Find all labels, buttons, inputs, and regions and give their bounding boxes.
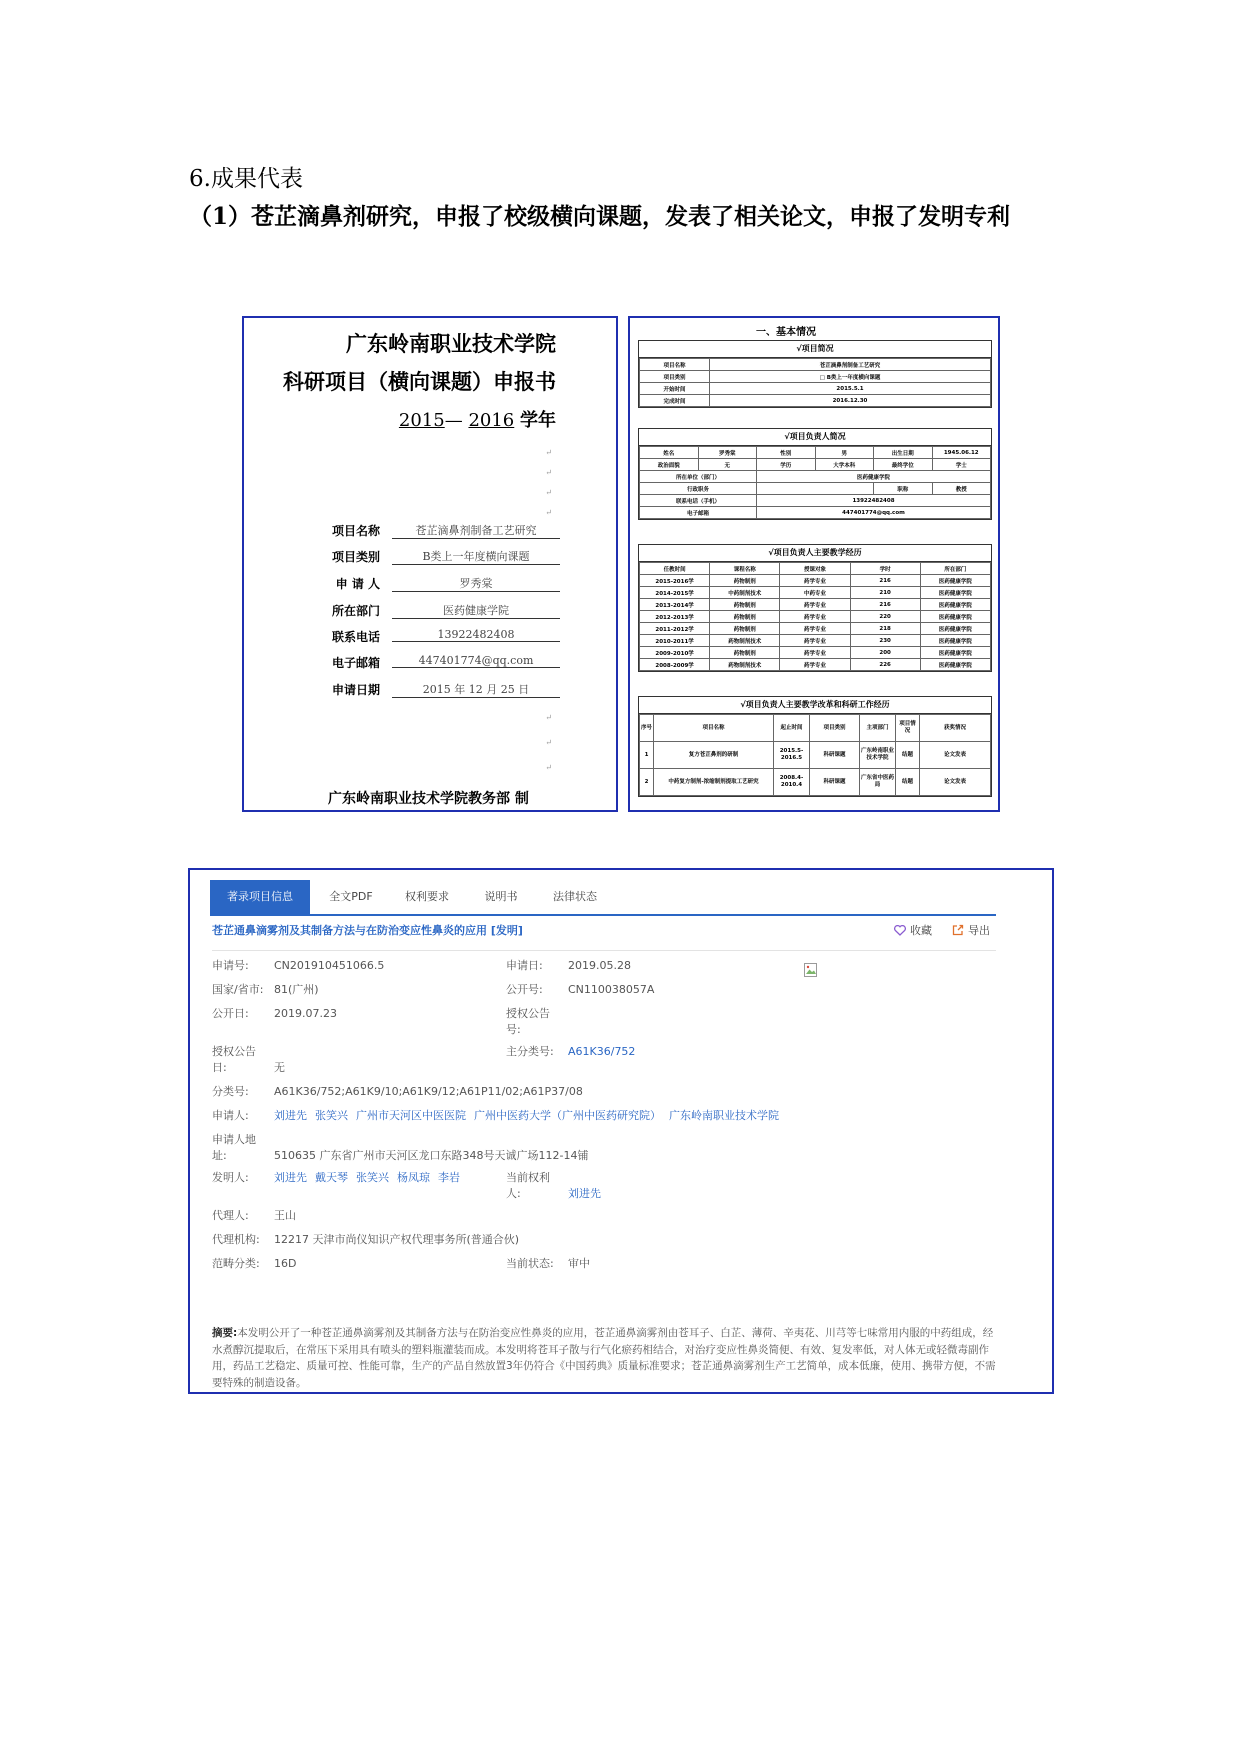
cover-field: 项目名称 苍芷滴鼻剂制备工艺研究 — [244, 522, 620, 542]
inventor-link[interactable]: 戴天琴 — [315, 1171, 348, 1184]
cover-doc-title: 科研项目（横向课题）申报书 — [283, 369, 556, 394]
form-page-image — [628, 316, 1000, 812]
cover-field: 申请日期 2015 年 12 月 25 日 — [244, 681, 620, 701]
cover-field: 申 请 人 罗秀棠 — [244, 575, 620, 595]
form-title: 一、基本情况 — [756, 327, 816, 338]
patent-record-screenshot: 著录项目信息 全文PDF 权利要求 说明书 法律状态 苍芷通鼻滴雾剂及其制备方法与在防治变应性鼻炎的应用 [发明] 收藏 导出 申请号: CN201910451066.5 申请日: 2019.05.28 国家/省市: 81(广州) 公开号: CN110038057A 公开日: 2019.07.23 授权公告号: 授权公告日: 无 主分类号: A61K36/752 分类号: A61K36/752;A61K9/10;A61K9/12;A61P11/02;A61P37/08 申请人: 刘进先 张笑兴 广州市天河区中医医院 广州中医药大学（广州中医药研究院） 广东岭南职业技术学院 申请人地址: 510635 广东省广州市天河区龙口东路348号天诚广场112-14铺 发明人: 刘进先 戴天琴 张笑兴 杨凤琼 李岩 当前权利人: 刘进先 代理人: 王山 代理机构: 12217 天津市尚仪知识产权代理事务所(普通合伙) 范畴分类: 16D 当前状态: 审中 摘要:本发明公开了一种苍芷通鼻滴雾剂及其制备方法与在防治变应性鼻炎的应用，苍芷通鼻滴雾剂由苍耳子、白芷、薄荷、辛夷花、川芎等七味常用内服的中药组成，经水煮醇沉提取后，在常压下采用具有喷头的塑料瓶灌装而成。本发明将苍耳子散与行气化瘀药相结合，对治疗变应性鼻炎简便、有效、复发率低，对人体无或轻微毒副作用，药品工艺稳定、质量可控、性能可靠，生产的产品自然放置3年仍符合《中国药典》质量标准要求；苍芷通鼻滴雾剂生产工艺简单，成本低廉，使用、携带方便，不需要特殊的制造设备。 — [188, 868, 1054, 1394]
cover-field: 项目类别 B类上一年度横向课题 — [244, 548, 620, 568]
inventor-link[interactable]: 张笑兴 — [356, 1171, 389, 1184]
cover-year: 2015— 2016 学年 — [398, 410, 556, 431]
cover-field: 电子邮箱 447401774@qq.com — [244, 654, 620, 674]
subtitle: （1）苍芷滴鼻剂研究，申报了校级横向课题，发表了相关论文，申报了发明专利 — [189, 203, 1011, 230]
heart-icon — [894, 925, 906, 936]
tab-legal-status[interactable]: 法律状态 — [553, 890, 597, 903]
applicant-link[interactable]: 广州中医药大学（广州中医药研究院） — [474, 1109, 661, 1122]
patent-tabs — [210, 880, 996, 916]
form-section-teaching: √项目负责人主要教学经历 任教时间 课程名称 授课对象 学时 所在部门 2015-2016学 药物制剂 药学专业 216 医药健康学院 2014-2015学 中药制剂技术 中药专业 210 医药健康学院 2013-2014学 药物制剂 药学专业 216 医药健康学院 2012-2013学 药物制剂 药学专业 220 医药健康学院 2011-2012学 药物制剂 药学专业 218 医药健康学院 2010-2011学 药物制剂技术 药学专业 230 医药健康学院 2009-2010学 药物制剂 药学专业 200 医药健康学院 2008-2009学 药物制剂技术 药学专业 226 医药健康学院 — [638, 544, 992, 672]
applicant-link[interactable]: 广州市天河区中医医院 — [356, 1109, 466, 1122]
patent-title[interactable]: 苍芷通鼻滴雾剂及其制备方法与在防治变应性鼻炎的应用 [发明] — [212, 924, 523, 937]
broken-image-icon — [803, 962, 819, 978]
applicant-link[interactable]: 刘进先 — [274, 1109, 307, 1122]
inventor-link[interactable]: 李岩 — [438, 1171, 460, 1184]
tab-claims[interactable]: 权利要求 — [405, 890, 449, 903]
form-section-research: √项目负责人主要教学改革和科研工作经历 序号 项目名称 起止时间 项目类别 主项部门 项目情况 获奖情况 1 复方苍芷鼻剂的研制 2015.5-2016.5 科研课题 广东岭南职业技术学院 结题 论文发表 2 中药复方制剂-浓缩制剂提取工艺研究 2008.4-2010.4 科研课题 广东省中医药局 结题 论文发表 — [638, 696, 992, 797]
applicant-link[interactable]: 广东岭南职业技术学院 — [669, 1109, 779, 1122]
inventor-link[interactable]: 杨凤琼 — [397, 1171, 430, 1184]
patent-abstract: 摘要:本发明公开了一种苍芷通鼻滴雾剂及其制备方法与在防治变应性鼻炎的应用，苍芷通鼻滴雾剂由苍耳子、白芷、薄荷、辛夷花、川芎等七味常用内服的中药组成，经水煮醇沉提取后，在常压下采用具有喷头的塑料瓶灌装而成。本发明将苍耳子散与行气化瘀药相结合，对治疗变应性鼻炎简便、有效、复发率低，对人体无或轻微毒副作用，药品工艺稳定、质量可控、性能可靠，生产的产品自然放置3年仍符合《中国药典》质量标准要求；苍芷通鼻滴雾剂生产工艺简单，成本低廉，使用、携带方便，不需要特殊的制造设备。 — [212, 1327, 996, 1389]
tab-description[interactable]: 说明书 — [484, 890, 518, 903]
cover-school: 广东岭南职业技术学院 — [346, 331, 556, 356]
section-title: 6.成果代表 — [189, 166, 303, 192]
form-section-project: √项目简况 项目名称 苍芷滴鼻剂制备工艺研究 项目类别 □ B类上一年度横向课题 开始时间 2015.5.1 完成时间 2016.12.30 — [638, 340, 992, 408]
inventor-link[interactable]: 刘进先 — [274, 1171, 307, 1184]
tab-full-pdf[interactable]: 全文PDF — [329, 890, 373, 903]
export-icon — [952, 924, 964, 936]
cover-footer: 广东岭南职业技术学院教务部 制 — [328, 791, 529, 807]
cover-field: 联系电话 13922482408 — [244, 628, 620, 648]
cover-page-image: 广东岭南职业技术学院 科研项目（横向课题）申报书 2015— 2016 学年 ↵ ↵ ↵ ↵ 项目名称 苍芷滴鼻剂制备工艺研究 项目类别 B类上一年度横向课题 申 请 人 罗秀棠 所在部门 医药健康学院 联系电话 13922482408 电子邮箱 447401774@qq.com 申请日期 2015 年 12 月 25 日 ↵ ↵ ↵ 广东岭南职业技术学院教务部 制 — [242, 316, 618, 812]
cover-field: 所在部门 医药健康学院 — [244, 602, 620, 622]
form-section-leader: √项目负责人简况 姓名 罗秀棠 性别 男 出生日期 1945.06.12 政治面貌 无 学历 大学本科 最终学位 学士 所在单位（部门） 医药健康学院 行政职务 职称 教授 联系电话（手机） 13922482408 电子邮箱 447401774@qq.com — [638, 428, 992, 520]
applicant-link[interactable]: 张笑兴 — [315, 1109, 348, 1122]
tab-bibliographic[interactable]: 著录项目信息 — [210, 880, 310, 914]
export-button[interactable]: 导出 — [952, 922, 990, 938]
favorite-button[interactable]: 收藏 — [894, 922, 932, 938]
